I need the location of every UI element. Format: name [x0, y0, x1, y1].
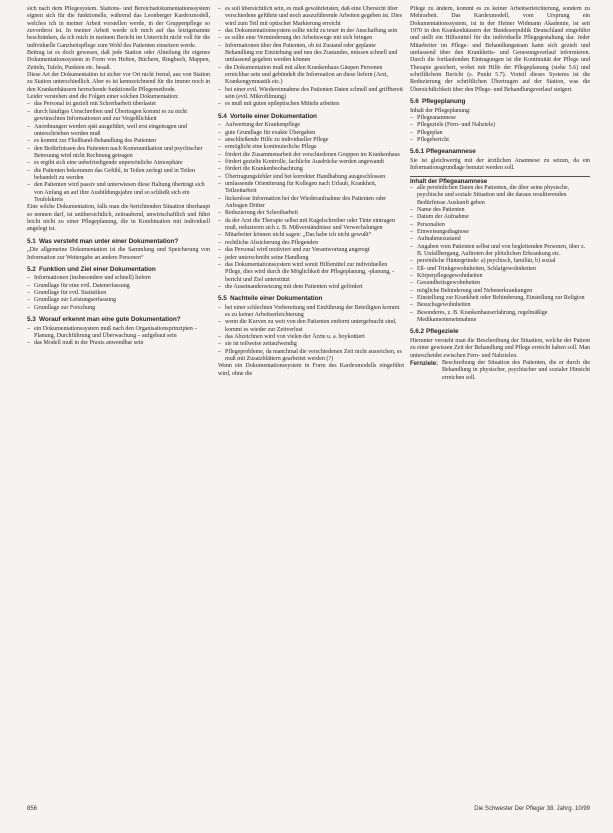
text-column-1	[27, 6, 210, 796]
definition-text: Beschreibung der Situation des Patienten, die er durch die Behandlung in physischer, psychischer und sozialer Hinsicht erreichen soll.	[442, 359, 590, 381]
paragraph: Wenn ein Dokumentationssystem in Form des Kardexmodells eingeführt wird, ohne die	[218, 363, 404, 377]
disadvantages-list	[218, 305, 404, 364]
paragraph: Beitrag ist es doch gewesen, daß jede Station oder Abteilung ihr eigenes Dokumentationssystem in Form von Heften, Büchern, Ringbuch, Mappen, Zetteln, Tafeln, Punkten etc. besaß.	[27, 50, 210, 71]
criteria-list	[27, 326, 210, 348]
paragraph: Pflege zu ändern, kommt es zu keiner Arbeitserleichterung, sondern zu Mehrarbeit. Das Kardexmodell, vom Ursprung ein Dokumentationssystem, ist in der Heiner Widmann Akademie, ist seit 1970 in den Krankenhäusern der Bundesrepublik Deutschland eingeführt und stellt ein Hilfsmittel für die individuelle Pflegegestaltung dar. Jeder Mitarbeiter im Pflege- und Behandlungsteam kann sich gezielt und umfassend über den Krankheits- und Genesungsverlauf informieren. Durch die fortlaufenden Eintragungen ist die Kontinuität der Pflege und Therapie gesichert, wobei mit Hilfe der Pflegeplanung (siehe 5.6) und schriftlichem Bericht (s. Punkt 5.7). Vorteil dieses Systems ist die Reduzierung der schriftlichen Übertragen auf der Station, was die Übersichtlichkeit über den Pflege- und Behandlungsverlauf steigert.	[410, 6, 590, 93]
list-item: – mögliche Behinderung und Nebenerkrankungen	[410, 288, 590, 295]
paragraph: Leider verstehen sind die Folgen einer solchen Dokumentation:	[27, 94, 179, 101]
list-item: – Grundlage für evtl. Statistiken	[27, 290, 210, 297]
list-item: – Einstellung zur Krankheit oder Behinderung, Einstellung zur Religion	[410, 295, 590, 302]
paragraph: Inhalt der Pflegeplanung:	[410, 107, 471, 114]
list-item: – es muß mit guten epileptischen Mitteln arbeiten	[218, 101, 404, 108]
list-item: – Pflegeplan	[410, 130, 590, 137]
list-item: – Gesundheitsgewohnheiten	[410, 280, 590, 287]
definition-label: Fernziele:	[410, 359, 438, 367]
list-item: – das Abzeichnen wird von vielen der Ärzte u. a. boykottiert	[218, 334, 404, 341]
list-item: – das Modell muß in der Praxis anwendbar sein	[27, 340, 210, 347]
section-heading-5-6-1: 5.6.1 Pflegeanamnese	[410, 148, 476, 156]
section-heading-5-6: 5.6 Pflegeplanung	[410, 98, 466, 106]
list-item: – Besonderes, z. B. Krankenhauserfahrung, regelmäßige Medikamenteneinnahme	[410, 310, 590, 325]
consequences-list	[27, 101, 210, 204]
list-item: – Einweisungsdiagnose	[410, 229, 590, 236]
list-item: – die Patienten bekommen das Gefühl, in Teilen zerlegt und in Teilen behandelt zu werden	[27, 168, 210, 183]
list-item: – die Dokumentation muß mit allen Krankenhaus Gäupen Personen erreichbar sein und gebündelt die Information an diese liefern (Arzt, Krankengymnastik etc.)	[218, 65, 404, 87]
list-item: – ein Dokumentationssystem muß nach den Organisationsprinzipien – Planung, Durchführung und Überwachung – aufgebaut sein	[27, 326, 210, 341]
text-column-3	[410, 6, 590, 796]
list-item: – Datum der Aufnahme	[410, 214, 590, 221]
list-item: – Pflegeprobleme, da manchmal die verschiedenen Zeit nicht ausreichen, es muß mit Zusatzblättern gearbeitet werden (?)	[218, 349, 404, 364]
list-item: – rechtliche Absicherung des Pflegenden	[218, 240, 404, 247]
list-item: – Pflegeanamnese	[410, 115, 590, 122]
list-item: – das Personal wird motiviert und zur Verantwortung angeregt	[218, 247, 404, 254]
definition-fernziele	[410, 360, 590, 382]
list-item: – lückenlose Information bei der Wiederaufnahme des Patienten oder Anfragen Dritter	[218, 196, 404, 211]
list-item: – Grundlage zur Leistungserfassung	[27, 297, 210, 304]
section-heading-5-5: 5.5 Nachteile einer Dokumentation	[218, 295, 323, 303]
list-item: – wenn die Kurven zu weit von den Patienten entfernt untergebracht sind, kommt es wieder zur Zeitverlust	[218, 319, 404, 334]
list-item: – Besuchsgewohnheiten	[410, 302, 590, 309]
advantages-list	[218, 122, 404, 291]
list-item: – anschließende Hilfe zu individueller Pflege	[218, 137, 404, 144]
paragraph: Hierunter versteht man die Beschreibung der Situation, welche der Patient zu einer gewissen Zeit der Behandlung und Pflege erreicht haben soll. Man unterscheidet zwischen Fern- und Nahzielen.	[410, 337, 590, 359]
list-item: – den Patienten wird passiv und unterwiesen diese Haltung überträgt sich von Anfang an auf ihre Ausbildungsjahre und so schließt sich ein Teufelskreis	[27, 182, 210, 204]
criteria-list-continued	[218, 6, 404, 109]
list-item: – es soll übersichtlich sein, es muß gewährleisten, daß eine Übersicht über verschiedene geführte und noch auszuführende Arbeiten gegeben ist. Dies wird zum Teil mit optischer Markierung erreicht	[218, 6, 404, 28]
list-item: – bei einer evtl. Wiedereinnahme des Patienten Daten schnell und griffbereit sein (evtl. Mikrofilmung)	[218, 87, 404, 102]
list-item: – jeder unterschreibt seine Handlung	[218, 255, 404, 262]
list-item: – es ergibt sich eine unbefriedigende unpersönliche Atmosphäre	[27, 160, 210, 167]
list-item: – Eß- und Trinkgewohnheiten, Schlafgewohnheiten	[410, 266, 590, 273]
paragraph: Diese Art der Dokumentation ist sicher vor Ort nicht fremd, aus von Station zu Station unterschiedlich. Aber es ist kennzeichnend für die immer noch in den Krankenhäusern herrschende funktionelle Pflegemethode.	[27, 72, 210, 93]
list-item: – Grundlage zur Forschung	[27, 305, 210, 312]
paragraph: sich nach dem Pflegesystem. Stations- und Bereichsdokumentationssystem eignen sich für die funktionelle, während das Leonberger Kardexmodell, welches ich in meiner Arbeit vorstellen werde, in der Gruppenpflege so zuvorderst ist. In meiner Arbeit werde ich mich auf das letztgenannte beschränken, da ich mich in meinem Bericht im Unterricht nicht voll für die individuelle Ganzheitspflege zum Wohl des Patienten einsetzen werde.	[27, 6, 210, 49]
list-item: – Aufwertung der Krankenpflege	[218, 122, 404, 129]
list-item: – Reduzierung der Schreibarbeit	[218, 210, 404, 217]
list-item: – umfassende Orientierung für Kollegen nach Urlaub, Krankheit, Teilzeitarbeit	[218, 181, 404, 196]
list-item: – persönliche Hintergründe: a) psychisch, familiär, b) sozial	[410, 258, 590, 265]
footer-source: Die Schwester Der Pfleger 38. Jahrg. 10/99	[474, 806, 590, 812]
text-column-2	[218, 6, 404, 796]
section-heading-5-4: 5.4 Vorteile einer Dokumentation	[218, 112, 317, 120]
list-item: – alle persönlichen Daten des Patienten, die über seine physische, psychische und soziale Situation und die daraus resultierenden Bedürfnisse Auskunft geben	[410, 185, 590, 207]
list-item: – Informationen (insbesondere und schnell) liefern	[27, 275, 210, 282]
list-item: – den Bedürfnissen des Patienten nach Kommunikation und psychischer Betreuung wird nicht Rechnung getragen	[27, 146, 210, 161]
list-item: – Mitarbeiter können nicht sagen: „Das habe ich nicht gewußt“	[218, 232, 404, 239]
list-item: – die Auseinandersetzung mit dem Patienten wird gefördert	[218, 284, 404, 291]
anamnesis-list	[410, 185, 590, 325]
list-item: – Übertragungsfehler sind bei korrekter Handhabung ausgeschlossen	[218, 174, 404, 181]
list-item: – gute Grundlage für exakte Übergaben	[218, 130, 404, 137]
list-item: – da der Arzt die Therapie selbst mit Kugelschreiber oder Tinte eintragen muß, reduzieren sich z. B. Mißverständnisse und Verwechslungen	[218, 218, 404, 233]
paragraph: „Die allgemeine Dokumentation ist die Sammlung und Speicherung von Information zur Weitergabe an andere Personen“	[27, 247, 210, 261]
page-number: 856	[27, 806, 38, 812]
paragraph: Eine solche Dokumentation, falls man die berichtenden Situation überhaupt so nennen darf, ist unübersichtlich, zeitraubend, unwirtschaftlich und führt leicht nicht zu einer Pflegeplanung, die in Kombination mit individuell angelegt ist.	[27, 204, 210, 233]
list-item: – Aufnahmezustand	[410, 236, 590, 243]
list-item: – das Dokumentationssystem wird somit Hilfsmittel zur individuellen Pflege, dies wird durch die Möglichkeit der Pflegeplanung, -planung, -bericht und Ziel unterstützt	[218, 262, 404, 284]
list-item: – sie ist teilweise zeitaufwendig	[218, 341, 404, 348]
list-item: – Anordnungen werden spät ausgeführt, weil erst eingetragen und unterschrieben werden muß	[27, 124, 210, 139]
list-item: – Name des Patienten	[410, 207, 590, 214]
box-title: Inhalt der Pflegeanamnese	[410, 177, 488, 185]
list-item: – Pflegeziele (Fern- und Nahziele)	[410, 122, 590, 129]
section-heading-5-1: 5.1 Was versteht man unter einer Dokumentation?	[27, 237, 179, 245]
care-planning-list	[410, 115, 590, 144]
list-item: – bei einer schlechten Vorbereitung und Einführung der Beteiligten kommt es zu keiner Arbeitserleichterung	[218, 305, 404, 320]
list-item: – Angaben vom Patienten selbst und von begleitenden Personen, über z. B. Unfallhergang, Auftreten der plötzlichen Erkrankung etc.	[410, 244, 590, 259]
list-item: – das Personal ist gezielt mit Schreibarbeit überlastet	[27, 101, 210, 108]
function-list	[27, 275, 210, 312]
list-item: – Grundlage für eine evtl. Datenerfassung	[27, 283, 210, 290]
section-heading-5-3: 5.3 Worauf erkennt man eine gute Dokumentation?	[27, 316, 181, 324]
list-item: – durch häufiges Umschreiben und Übertragen kommt es zu nicht gewünschten Informationen und zur Vergeßlichkeit	[27, 109, 210, 124]
section-heading-5-6-2: 5.6.2 Pflegeziele	[410, 328, 459, 336]
list-item: – Personalien	[410, 222, 590, 229]
list-item: – fördert gezielte Kontrolle, fachliche Ausdrücke werden angewandt	[218, 159, 404, 166]
anamnesis-content-box	[410, 176, 590, 325]
list-item: – ermöglicht eine kontinuierliche Pflege	[218, 144, 404, 151]
list-item: – Informationen über den Patienten, ob ist Zustand oder geplante Behandlung zur Entziehung und neu des Zustandes, müssen schnell und umfassend gegeben werden können	[218, 43, 404, 65]
paragraph: Sie ist gleichwertig mit der ärztlichen Anamnese zu setzen, da ein Informationsgrundlage benutzt werden soll.	[410, 157, 590, 172]
list-item: – es kommt zur Fließband-Behandlung des Patienten	[27, 138, 210, 145]
list-item: – fördert die Zusammenarbeit der verschiedenen Gruppen im Krankenhaus	[218, 152, 404, 159]
list-item: – Pflegebericht	[410, 137, 590, 144]
list-item: – es sollte eine Verminderung der Arbeitswege mit sich bringen	[218, 35, 404, 42]
list-item: – das Dokumentationssystem sollte nicht zu teuer in der Anschaffung sein	[218, 28, 404, 35]
list-item: – fördert die Krankenbeobachtung	[218, 166, 404, 173]
list-item: – Körperpflegegewohnheiten	[410, 273, 590, 280]
section-heading-5-2: 5.2 Funktion und Ziel einer Dokumentation	[27, 265, 156, 273]
